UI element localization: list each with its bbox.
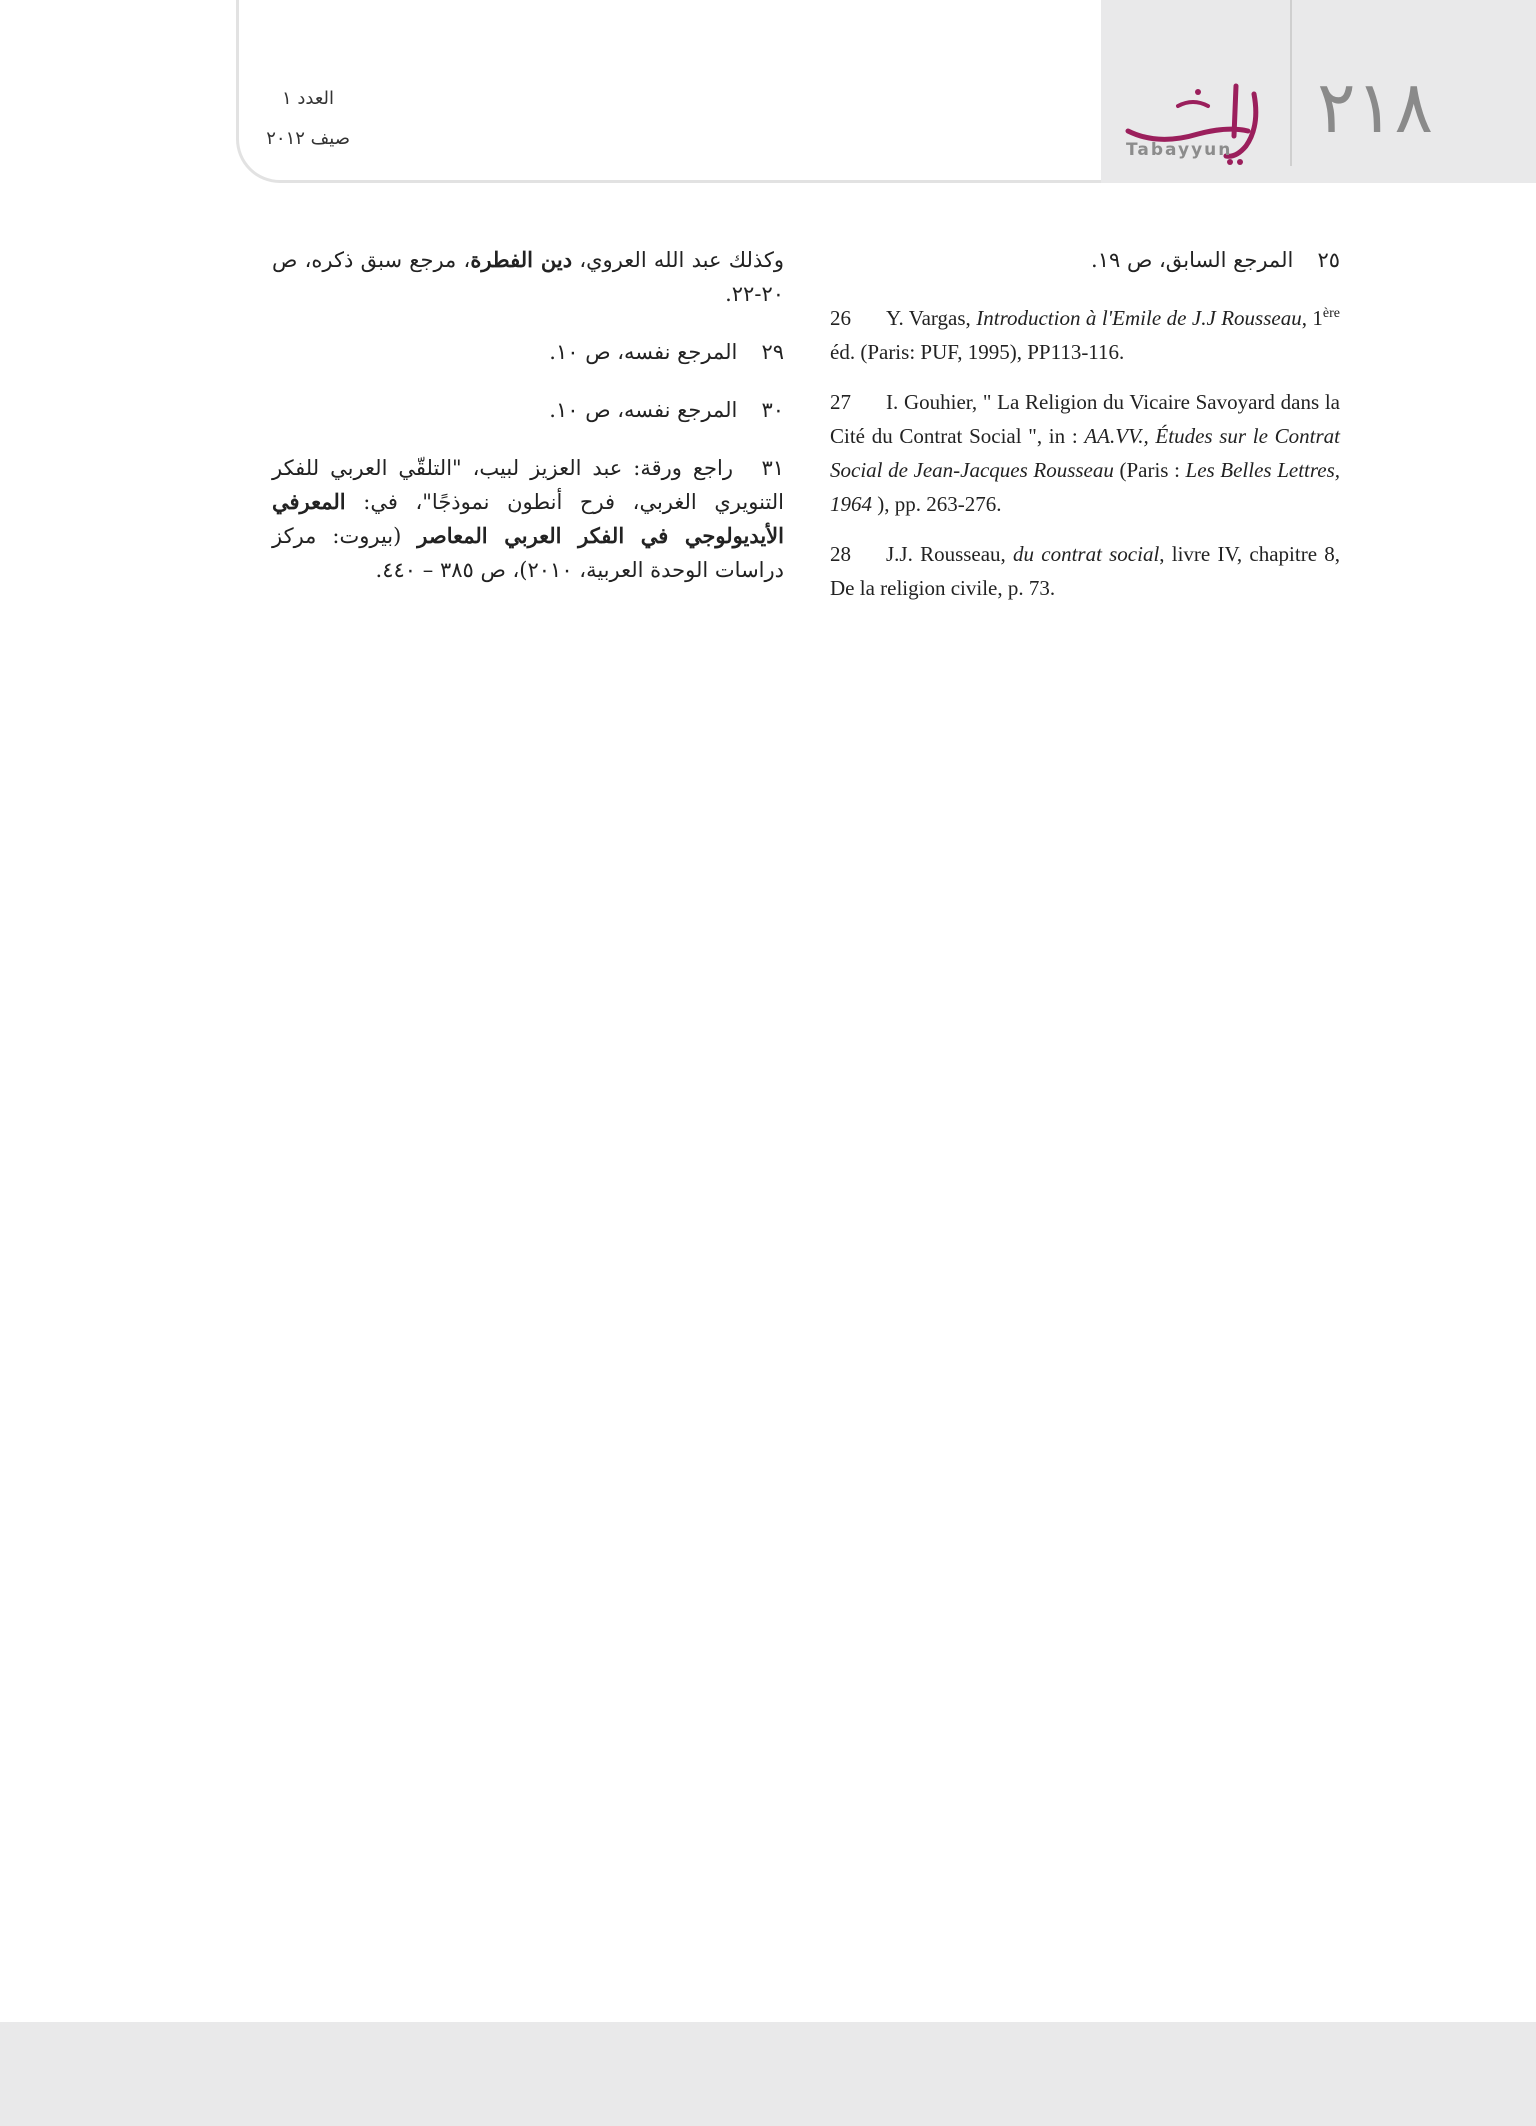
footnote-29 xyxy=(272,335,784,369)
issue-label: العدد ١ xyxy=(281,88,334,109)
footnote-pages: ), pp. 263-276. xyxy=(872,492,1002,516)
logo-text: Tabayyun xyxy=(1126,140,1233,160)
footnote-31 xyxy=(272,451,784,587)
footnote-text: (بيروت: مركز دراسات الوحدة العربية، ٢٠١٠)، ص ٣٨٥ – ٤٤٠. xyxy=(272,524,784,582)
footnote-number: 27 xyxy=(830,390,851,414)
header-divider xyxy=(1290,0,1292,166)
footnote-text: المرجع السابق، ص ١٩. xyxy=(1091,248,1294,272)
footnote-text: ، مرجع سبق ذكره، ص ٢٠-٢٢. xyxy=(272,248,784,306)
footnote-author: I. Gouhier, " La Religion du Vicaire Savoyard dans la Cité du Contrat Social ", in : xyxy=(830,390,1340,448)
season-label: صيف ٢٠١٢ xyxy=(266,128,350,149)
footnote-25 xyxy=(830,243,1340,277)
footnote-author: Y. Vargas, xyxy=(886,306,977,330)
footnote-text: راجع ورقة: عبد العزيز لبيب، "التلقّي العربي للفكر التنويري الغربي، فرح أنطون نموذجًا"، في: xyxy=(272,456,784,514)
notes-column-right xyxy=(830,243,1340,621)
footnote-28-continuation xyxy=(272,243,784,311)
book-title: دين الفطرة xyxy=(470,247,573,272)
footnote-details: , livre IV, chapitre 8, De la religion civile, p. 73. xyxy=(830,542,1340,600)
footnote-publication: éd. (Paris: PUF, 1995), PP113-116. xyxy=(830,340,1125,364)
footnote-28 xyxy=(830,537,1340,605)
footnote-author: J.J. Rousseau, xyxy=(886,542,1014,566)
footnote-place: (Paris : xyxy=(1113,458,1186,482)
footnote-number: 26 xyxy=(830,306,851,330)
footnote-27 xyxy=(830,385,1340,521)
footnote-title: Introduction à l'Emile de J.J Rousseau xyxy=(976,306,1302,330)
footnote-number: ٣٠ xyxy=(761,398,784,422)
footnote-title: AA.VV., Études sur le Contrat Social de Jean-Jacques Rousseau xyxy=(830,424,1341,482)
footnote-text: وكذلك عبد الله العروي، xyxy=(572,248,784,272)
footnote-edition: , 1 xyxy=(1301,306,1323,330)
page-footer xyxy=(0,2022,1536,2126)
footnote-title: du contrat social xyxy=(1013,542,1160,566)
footnote-number: ٢٩ xyxy=(761,340,784,364)
footnote-26 xyxy=(830,301,1340,369)
footnote-30 xyxy=(272,393,784,427)
page-number: ٢١٨ xyxy=(1316,65,1433,149)
footnote-number: ٢٥ xyxy=(1317,248,1340,272)
footnote-text: المرجع نفسه، ص ١٠. xyxy=(549,398,738,422)
footnote-publisher: Les Belles Lettres, 1964 xyxy=(830,458,1341,516)
footnote-number: ٣١ xyxy=(761,456,784,480)
notes-column-left xyxy=(272,243,784,611)
footnote-number: 28 xyxy=(830,542,851,566)
book-title: المعرفي الأيديولوجي في الفكر العربي المعاصر xyxy=(272,489,784,548)
footnote-superscript: ère xyxy=(1322,306,1340,321)
footnote-text: المرجع نفسه، ص ١٠. xyxy=(549,340,738,364)
